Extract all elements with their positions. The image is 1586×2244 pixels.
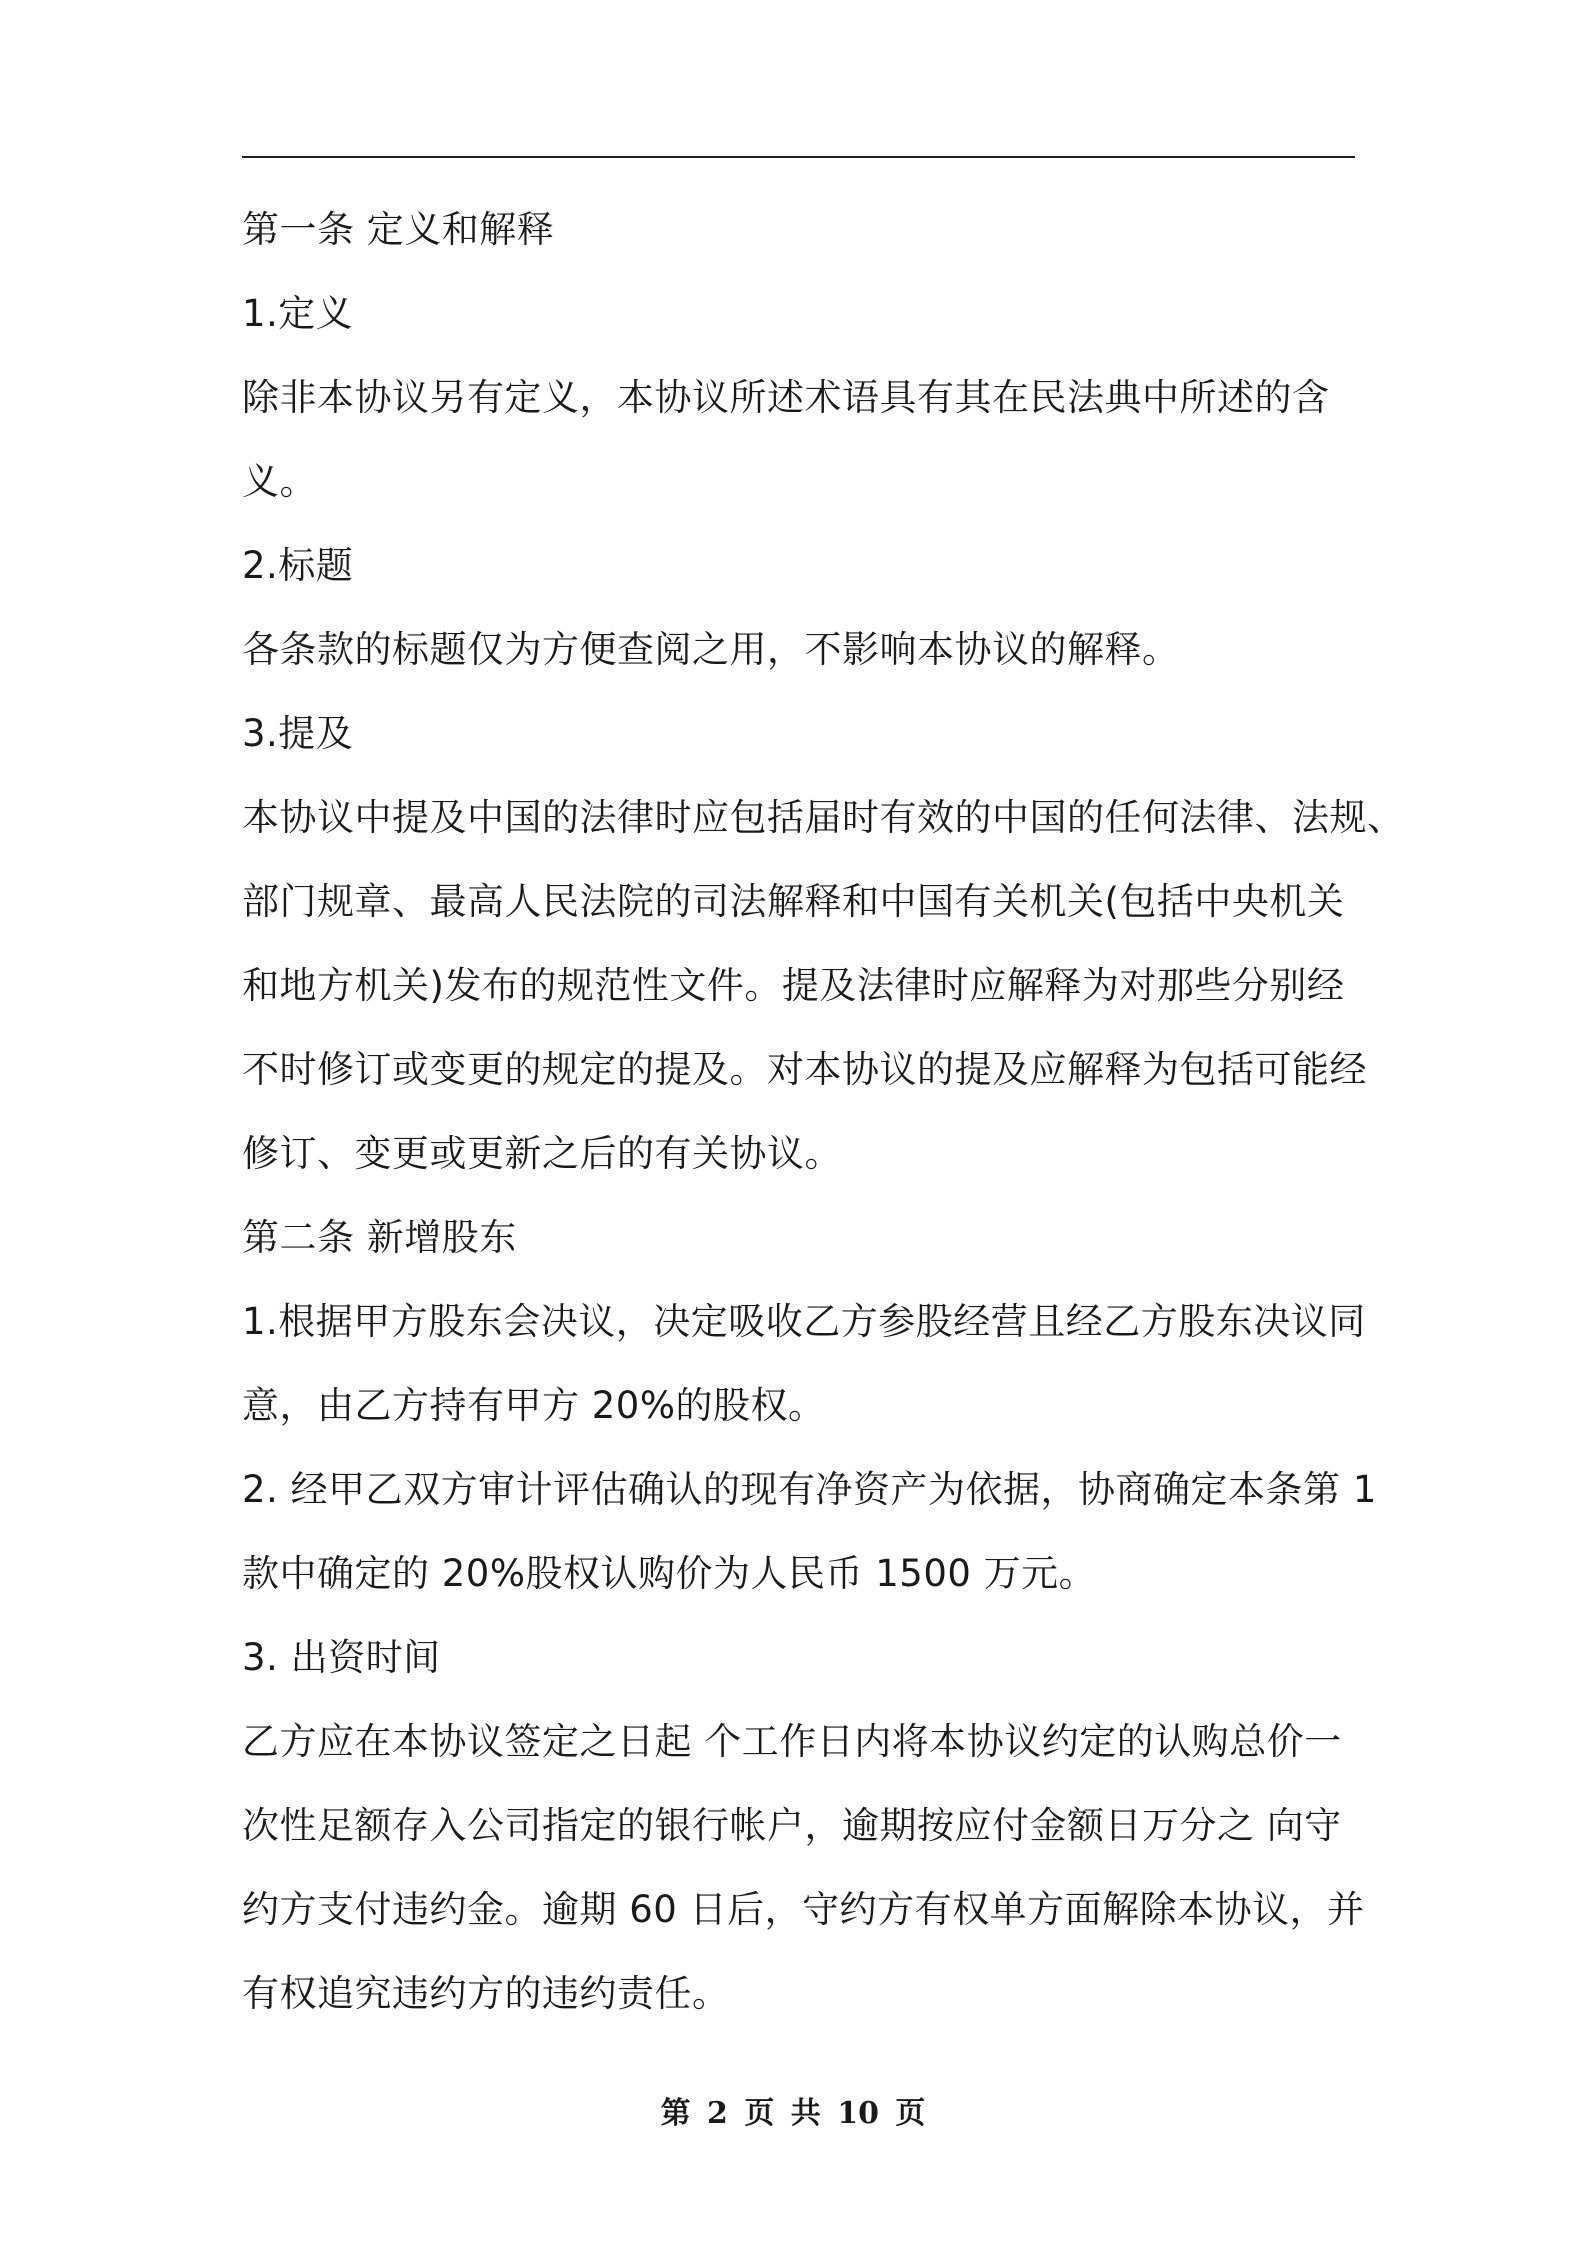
paragraph-line: 各条款的标题仅为方便查阅之用，不影响本协议的解释。	[242, 628, 1180, 671]
paragraph-line: 约方支付违约金。逾期 60 日后，守约方有权单方面解除本协议，并	[242, 1888, 1365, 1931]
section-2-3-heading: 3. 出资时间	[242, 1636, 441, 1679]
paragraph-line: 乙方应在本协议签定之日起 个工作日内将本协议约定的认购总价一	[242, 1720, 1342, 1763]
paragraph-line: 部门规章、最高人民法院的司法解释和中国有关机关(包括中央机关	[242, 880, 1345, 923]
paragraph-line: 2. 经甲乙双方审计评估确认的现有净资产为依据，协商确定本条第 1	[242, 1468, 1377, 1511]
paragraph-line: 有权追究违约方的违约责任。	[242, 1972, 730, 2015]
section-1-2-heading: 2.标题	[242, 544, 354, 587]
paragraph-line: 意，由乙方持有甲方 20%的股权。	[242, 1384, 826, 1427]
document-body	[242, 188, 1405, 2036]
paragraph-line: 除非本协议另有定义，本协议所述术语具有其在民法典中所述的含	[242, 376, 1330, 419]
paragraph-line: 不时修订或变更的规定的提及。对本协议的提及应解释为包括可能经	[242, 1048, 1367, 1091]
paragraph-line: 义。	[242, 460, 317, 503]
page-number-footer: 第 2 页 共 10 页	[660, 2096, 926, 2131]
header-rule	[242, 156, 1355, 158]
paragraph-line: 次性足额存入公司指定的银行帐户，逾期按应付金额日万分之 向守	[242, 1804, 1342, 1847]
paragraph-line: 修订、变更或更新之后的有关协议。	[242, 1132, 842, 1175]
section-1-1-heading: 1.定义	[242, 292, 354, 335]
section-1-3-heading: 3.提及	[242, 712, 354, 755]
paragraph-line: 本协议中提及中国的法律时应包括届时有效的中国的任何法律、法规、	[242, 796, 1405, 839]
paragraph-line: 款中确定的 20%股权认购价为人民币 1500 万元。	[242, 1552, 1097, 1595]
paragraph-line: 1.根据甲方股东会决议，决定吸收乙方参股经营且经乙方股东决议同	[242, 1300, 1366, 1343]
article-2-heading: 第二条 新增股东	[242, 1216, 517, 1259]
article-1-heading: 第一条 定义和解释	[242, 208, 555, 251]
paragraph-line: 和地方机关)发布的规范性文件。提及法律时应解释为对那些分别经	[242, 964, 1345, 1007]
